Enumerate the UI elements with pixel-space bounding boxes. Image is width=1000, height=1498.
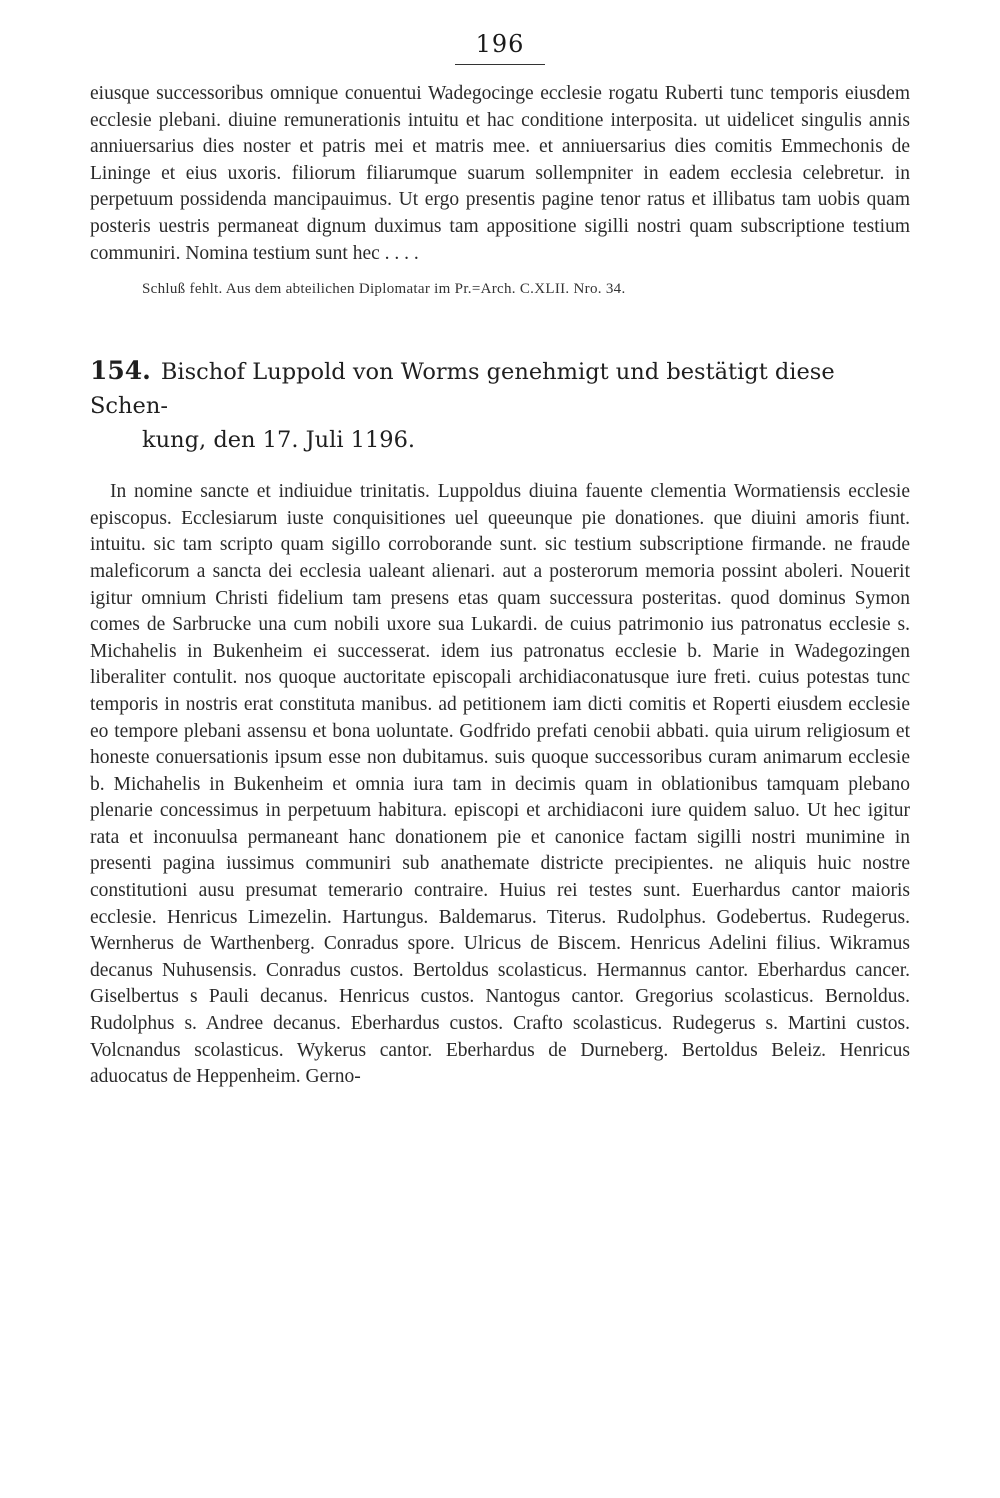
section-heading (90, 354, 910, 457)
section-title-line1: Bischof Luppold von Worms genehmigt und bestätigt diese Schen- (90, 359, 835, 420)
paragraph-1: eiusque successoribus omnique conuentui Wadegocinge ecclesie rogatu Ruberti tunc temporis eiusdem ecclesie plebani. diuine remunerationis intuitu et hac conditione interposita. ut uidelicet singulis annis anniuersarius dies noster et patris mei et matris mee. et anniuersarius dies comitis Emmechonis de Liningе et eius uxoris. filiorum filiarumque suarum sollempniter in eadem ecclesia celebretur. in perpetuum possidenda mancipauimus. Ut ergo presentis pagine tenor ratus et illibatus tam uobis quam posteris uestris permaneat dignum duximus tam appositione sigilli nostri quam subscriptione testium communiri. Nomina testium sunt hec . . . . (90, 83, 910, 264)
source-note: Schluß fehlt. Aus dem abteilichen Diplomatar im Pr.=Arch. C.XLII. Nro. 34. (142, 281, 626, 298)
page-number: 196 (475, 30, 525, 58)
charter-text (90, 479, 910, 1091)
document-page (90, 30, 910, 1091)
section-number: 154. (90, 356, 151, 386)
page-number-rule (455, 64, 545, 65)
charter-text-continuation (90, 81, 910, 267)
section-title-line2: kung, den 17. Juli 1196. (142, 427, 416, 454)
paragraph-2: In nomine sancte et indiuidue trinitatis. Luppoldus diuina fauente clementia Wormatiensis ecclesie episcopus. Ecclesiarum iuste conquisitiones uel queeunque pie donationes. que diuini amoris fiunt. intuitu. sic tam scripto quam sigillo corroborande sunt. sic testium subscriptione firmande. ne fraude maleficorum a sancta dei ecclesia ualeant alienari. aut a posterorum memoria possint aboleri. Nouerit igitur omnium Christi fidelium tam presens etas quam successura posteritas. quod dominus Symon comes de Sarbrucke una cum nobili uxore sua Lukardi. de cuius patrimonio ius patronatus ecclesie s. Michahelis in Bukenheim ei successerat. idem ius patronatus ecclesie b. Marie in Wadegozingen liberaliter contulit. nos quoque auctoritate episcopali archidiaconatusque iure freti. cuius potestas tunc temporis in nostris erat constituta manibus. ad petitionem iam dicti comitis et Roperti eiusdem ecclesie eo tempore plebani assensu et bona uoluntate. Godfrido prefati cenobii abbati. quia uirum religiosum et honeste conuersationis ipsum esse non dubitamus. suis quoque successoribus curam animarum ecclesie b. Michahelis in Bukenheim et omnia iura tam in decimis quam in oblationibus tamquam plebano plenarie concessimus in perpetuum habitura. episcopi et archidiaconi iure quidem saluo. Ut hec igitur rata et inconuulsa permaneant hanc donationem pie et canonice factam sigilli nostri munimine in presenti pagina iussimus communiri sub anathemate districte precipientes. ne aliquis huic nostre constitutioni ausu presumat temerario contraire. Huius rei testes sunt. Euerhardus cantor maioris ecclesie. Henricus Limezelin. Hartungus. Baldemarus. Titerus. Rudolphus. Godebertus. Rudegerus. Wernherus de Warthenberg. Conradus spore. Ulricus de Biscem. Henricus Adelini filius. Wikramus decanus Nuhusensis. Conradus custos. Bertoldus scolasticus. Hermannus cantor. Eberhardus cancer. Giselbertus s Pauli decanus. Henricus custos. Nantogus cantor. Gregorius scolasticus. Bernoldus. Rudolphus s. Andree decanus. Eberhardus custos. Crafto scolasticus. Rudegerus s. Martini custos. Volcnandus scolasticus. Wykerus cantor. Eberhardus de Durneberg. Bertoldus Beleiz. Henricus aduocatus de Heppenheim. Gerno- (90, 481, 910, 1088)
